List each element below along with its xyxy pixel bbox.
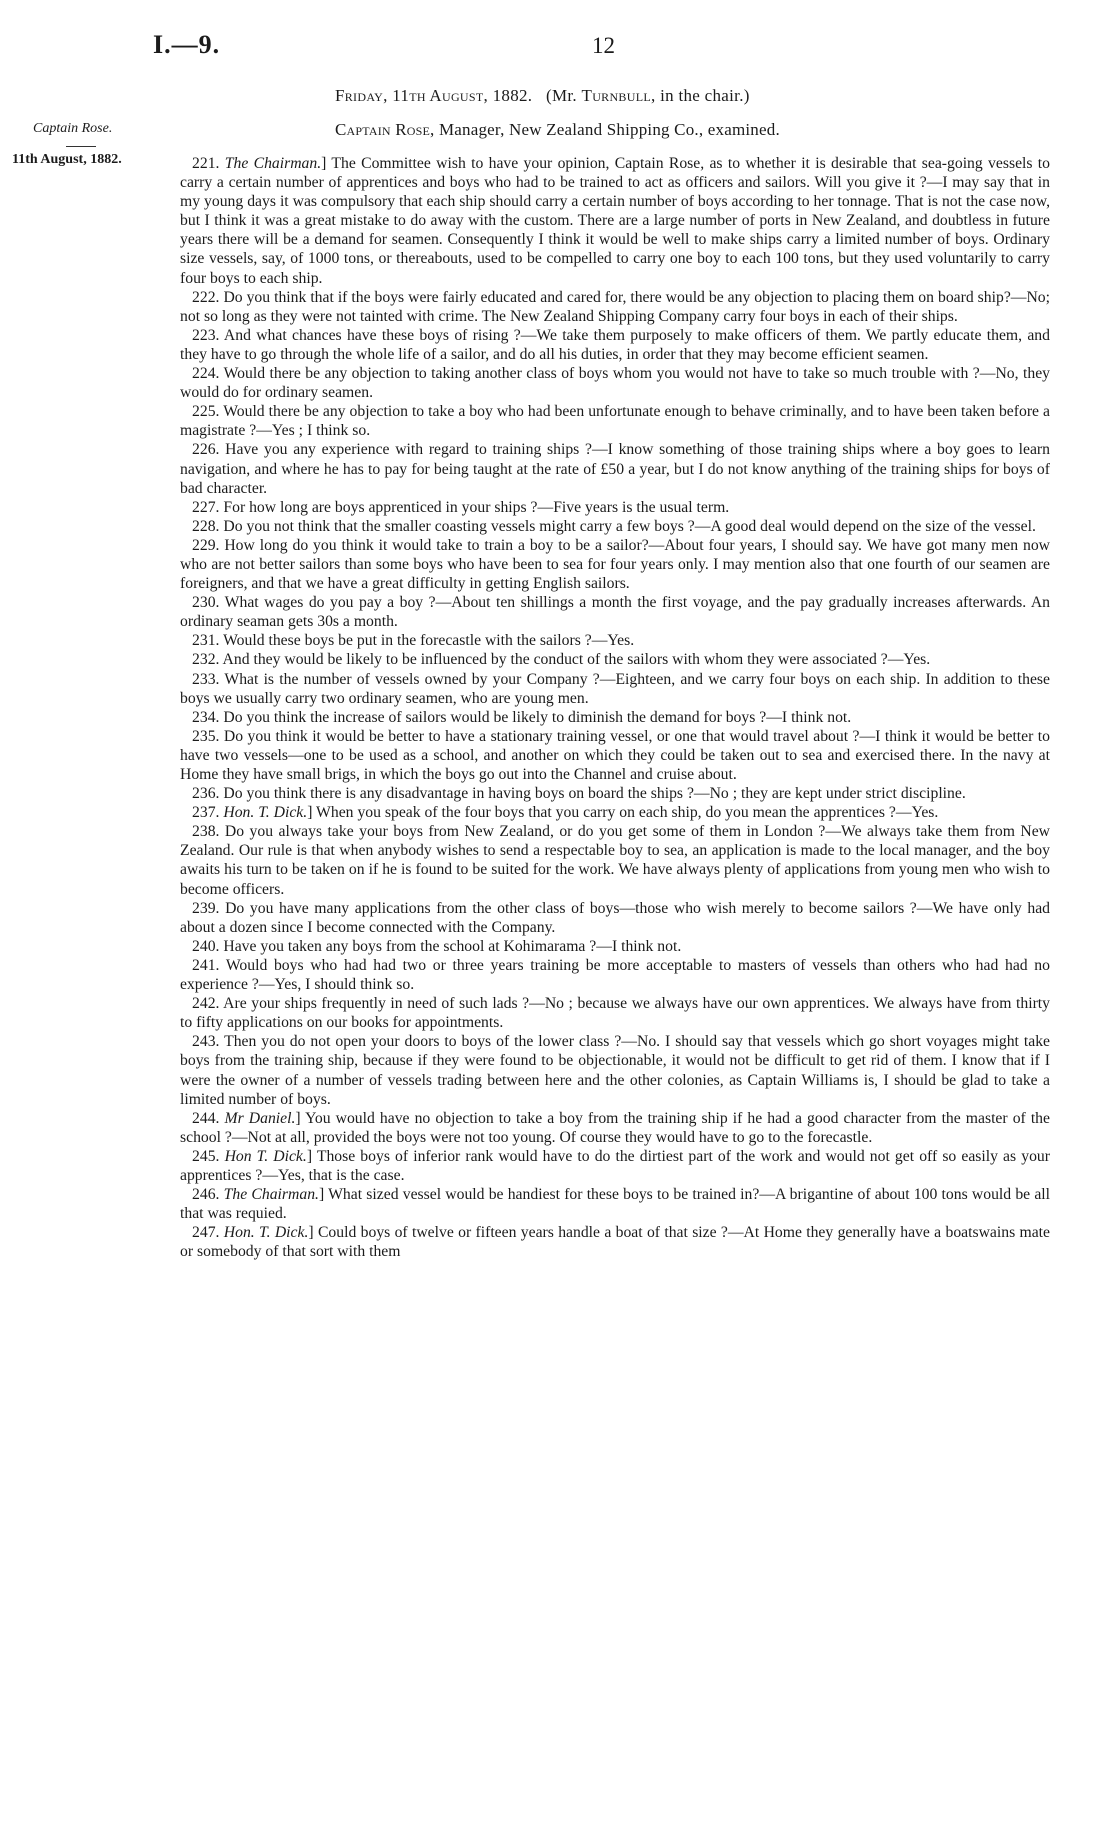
speaker-bracket: ] bbox=[295, 1109, 301, 1127]
session-date-line bbox=[335, 86, 750, 106]
speaker-bracket: ] bbox=[321, 155, 327, 172]
question-paragraph bbox=[180, 1109, 1050, 1147]
question-text: Are your ships frequently in need of such lads ?—No ; because we always have our own apprentices. We always have from thirty to fifty applications on our books for appointments. bbox=[180, 995, 1050, 1032]
speaker-bracket: ] bbox=[318, 1186, 325, 1204]
question-paragraph bbox=[180, 1223, 1050, 1261]
margin-witness-name: Captain Rose. bbox=[33, 121, 113, 136]
question-number: 230. bbox=[192, 594, 220, 612]
question-paragraph bbox=[180, 440, 1050, 497]
question-paragraph bbox=[180, 1185, 1050, 1223]
question-paragraph bbox=[180, 1147, 1050, 1185]
question-number: 236. bbox=[192, 785, 220, 803]
question-paragraph bbox=[180, 288, 1050, 326]
question-text: Do you think the increase of sailors would be likely to diminish the demand for boys ?—I think not. bbox=[223, 708, 852, 726]
margin-divider bbox=[66, 146, 96, 147]
question-paragraph bbox=[180, 784, 1050, 803]
question-paragraph bbox=[180, 727, 1050, 784]
question-paragraph bbox=[180, 708, 1050, 727]
question-paragraph bbox=[180, 326, 1050, 364]
margin-date: 11th August, 1882. bbox=[12, 152, 122, 167]
speaker-bracket: ] bbox=[308, 1224, 314, 1242]
question-text: For how long are boys apprenticed in your ships ?—Five years is the usual term. bbox=[223, 498, 730, 516]
question-number: 221. bbox=[192, 155, 220, 172]
question-number: 226. bbox=[192, 441, 220, 459]
question-text: Do you always take your boys from New Zealand, or do you get some of them in London ?—We always take them from New Zealand. Our rule is that when anybody wishes to send a respectable boy to sea, an application is made to the local manager, and the boy awaits his turn to be taken on if he is found to be suited for the work. We have always plenty of applications from young men who wish to become officers. bbox=[180, 823, 1050, 898]
question-text: Do you think that if the boys were fairly educated and cared for, there would be any objection to placing them on board ship?—No; not so long as they were not tainted with crime. The New Zealand Shipping Company carry four boys in each of their ships. bbox=[180, 288, 1050, 325]
testimony-body bbox=[180, 154, 1050, 1261]
question-text: Would these boys be put in the forecastle with the sailors ?—Yes. bbox=[223, 632, 635, 650]
question-paragraph bbox=[180, 364, 1050, 402]
speaker-name: Hon. T. Dick. bbox=[223, 804, 308, 822]
question-text: Then you do not open your doors to boys of the lower class ?—No. I should say that vessels which go short voyages might take boys from the training ship, because if they were found to be objectionable, it would not be difficult to get rid of them. I know that if I were the owner of a number of vessels trading between here and the other colonies, as Captain Williams is, I should be glad to take a limited number of boys. bbox=[180, 1033, 1050, 1108]
question-text: What is the number of vessels owned by your Company ?—Eighteen, and we carry four boys on each ship. In addition to these boys we usually carry two ordinary seamen, who are young men. bbox=[180, 670, 1050, 707]
speaker-name: Hon T. Dick. bbox=[224, 1147, 307, 1165]
question-number: 223. bbox=[192, 326, 220, 344]
question-paragraph bbox=[180, 899, 1050, 937]
page-number: 12 bbox=[592, 33, 615, 58]
question-number: 234. bbox=[192, 708, 220, 726]
question-number: 225. bbox=[192, 403, 220, 421]
question-paragraph bbox=[180, 498, 1050, 517]
question-number: 227. bbox=[192, 498, 220, 516]
question-paragraph bbox=[180, 822, 1050, 898]
question-number: 237. bbox=[192, 804, 220, 822]
witness-name: Captain Rose bbox=[335, 120, 431, 139]
question-paragraph bbox=[180, 593, 1050, 631]
question-paragraph bbox=[180, 517, 1050, 536]
question-number: 243. bbox=[192, 1033, 220, 1051]
question-text: When you speak of the four boys that you carry on each ship, do you mean the apprentices ?—Yes. bbox=[312, 804, 939, 822]
witness-description: , Manager, New Zealand Shipping Co., examined. bbox=[430, 120, 780, 139]
question-number: 222. bbox=[192, 288, 220, 306]
question-number: 239. bbox=[192, 899, 220, 917]
question-paragraph bbox=[180, 670, 1050, 708]
question-paragraph bbox=[180, 994, 1050, 1032]
question-text: Could boys of twelve or fifteen years handle a boat of that size ?—At Home they generally have a boatswains mate or somebody of that sort with them bbox=[180, 1224, 1050, 1261]
question-paragraph bbox=[180, 631, 1050, 650]
question-paragraph bbox=[180, 956, 1050, 994]
question-text: Have you any experience with regard to training ships ?—I know something of those training ships where a boy goes to learn navigation, and where he has to pay for being taught at the rate of £50 a year, but I do not know anything of the training ships for boys of bad character. bbox=[180, 441, 1050, 497]
question-text: Do you think there is any disadvantage in having boys on board the ships ?—No ; they are kept under strict discipline. bbox=[223, 785, 966, 803]
question-paragraph bbox=[180, 803, 1050, 822]
question-paragraph bbox=[180, 154, 1050, 288]
session-date: Friday, 11th August, 1882. bbox=[335, 86, 533, 105]
chair-open: (Mr. bbox=[546, 86, 582, 105]
question-number: 241. bbox=[192, 956, 220, 974]
speaker-name: The Chairman. bbox=[223, 1186, 319, 1204]
question-text: And what chances have these boys of rising ?—We take them purposely to make officers of them. We partly educate them, and they have to go through the whole life of a sailor, and do all his duties, in order that they may become efficient seamen. bbox=[180, 326, 1050, 363]
question-text: How long do you think it would take to train a boy to be a sailor?—About four years, I should say. We have got many men now who are not better sailors than some boys who have been to sea for four years only. I may mention also that one fourth of our seamen are foreigners, and that we have a great difficulty in getting English sailors. bbox=[180, 536, 1051, 593]
question-number: 247. bbox=[192, 1224, 220, 1242]
question-paragraph bbox=[180, 937, 1050, 956]
question-text: You would have no objection to take a boy from the training ship if he had a good character from the master of the school ?—Not at all, provided the boys were not too young. Of course they would have to go to the forecastle. bbox=[180, 1109, 1050, 1146]
question-paragraph bbox=[180, 536, 1050, 593]
question-number: 240. bbox=[192, 937, 220, 955]
question-number: 244. bbox=[192, 1109, 220, 1127]
question-number: 235. bbox=[192, 727, 220, 745]
question-text: Would there be any objection to take a boy who had been unfortunate enough to behave criminally, and to have been taken before a magistrate ?—Yes ; I think so. bbox=[180, 403, 1051, 440]
speaker-bracket: ] bbox=[307, 804, 313, 822]
question-text: Do you not think that the smaller coasting vessels might carry a few boys ?—A good deal would depend on the size of the vessel. bbox=[223, 517, 1036, 535]
question-number: 245. bbox=[192, 1147, 220, 1165]
question-paragraph bbox=[180, 402, 1050, 440]
document-reference: I.—9. bbox=[153, 30, 221, 59]
question-text: Would boys who had had two or three years training be more acceptable to masters of vessels than others who had had no experience ?—Yes, I should think so. bbox=[180, 956, 1050, 994]
speaker-name: The Chairman. bbox=[224, 155, 322, 172]
question-number: 233. bbox=[192, 670, 220, 688]
question-text: And they would be likely to be influenced by the conduct of the sailors with whom they were associated ?—Yes. bbox=[222, 651, 931, 669]
question-text: Would there be any objection to taking another class of boys whom you would not have to take so much trouble with ?—No, they would do for ordinary seamen. bbox=[180, 365, 1050, 402]
question-number: 238. bbox=[192, 823, 220, 841]
speaker-name: Hon. T. Dick. bbox=[223, 1224, 309, 1242]
question-text: What wages do you pay a boy ?—About ten shillings a month the first voyage, and the pay gradually increases afterwards. An ordinary seaman gets 30s a month. bbox=[180, 594, 1050, 631]
question-number: 242. bbox=[192, 995, 220, 1013]
witness-line bbox=[335, 120, 780, 140]
question-text: Those boys of inferior rank would have to do the dirtiest part of the work and would not get off so easily as your apprentices ?—Yes, that is the case. bbox=[180, 1147, 1050, 1184]
question-number: 231. bbox=[192, 632, 220, 650]
question-text: What sized vessel would be handiest for these boys to be trained in?—A brigantine of about 100 tons would be all that was requied. bbox=[180, 1186, 1051, 1223]
speaker-name: Mr Daniel. bbox=[224, 1109, 296, 1127]
question-paragraph bbox=[180, 650, 1050, 669]
question-text: Do you have many applications from the other class of boys—those who wish merely to become sailors ?—We have only had about a dozen since I become connected with the Company. bbox=[180, 899, 1051, 936]
question-number: 224. bbox=[192, 365, 220, 383]
chair-close: , in the chair.) bbox=[650, 86, 750, 105]
question-text: The Committee wish to have your opinion, Captain Rose, as to whether it is desirable that sea-going vessels to carry a certain number of apprentices and boys who had to be trained to act as officers and sailors. Will you give it ?—I may say that in my young days it was compulsory that each ship should carry a certain number of boys according to her tonnage. That is not the case now, but I think it was a great mistake to do away with the custom. There are a large number of ports in New Zealand, and doubtless in future years there will be a demand for seamen. Consequently I think it would be well to make ships carry a limited number of boys. Ordinary size vessels, say, of 1000 tons, or thereabouts, used to be compelled to carry one boy to each 100 tons, but they used voluntarily to carry four boys to each ship. bbox=[180, 155, 1051, 287]
question-number: 246. bbox=[192, 1186, 220, 1204]
question-number: 229. bbox=[192, 536, 220, 554]
speaker-bracket: ] bbox=[306, 1147, 313, 1165]
question-text: Do you think it would be better to have a stationary training vessel, or one that would travel about ?—I think it would be better to have two vessels—one to be used as a school, and another on which they could be taken out to sea and exercised there. In the navy at Home they have small brigs, in which the boys go out into the Channel and cruise about. bbox=[180, 727, 1050, 783]
question-text: Have you taken any boys from the school at Kohimarama ?—I think not. bbox=[223, 937, 682, 955]
question-number: 232. bbox=[192, 651, 220, 669]
question-paragraph bbox=[180, 1032, 1050, 1108]
question-number: 228. bbox=[192, 517, 220, 535]
chair-name: Turnbull bbox=[581, 86, 651, 105]
